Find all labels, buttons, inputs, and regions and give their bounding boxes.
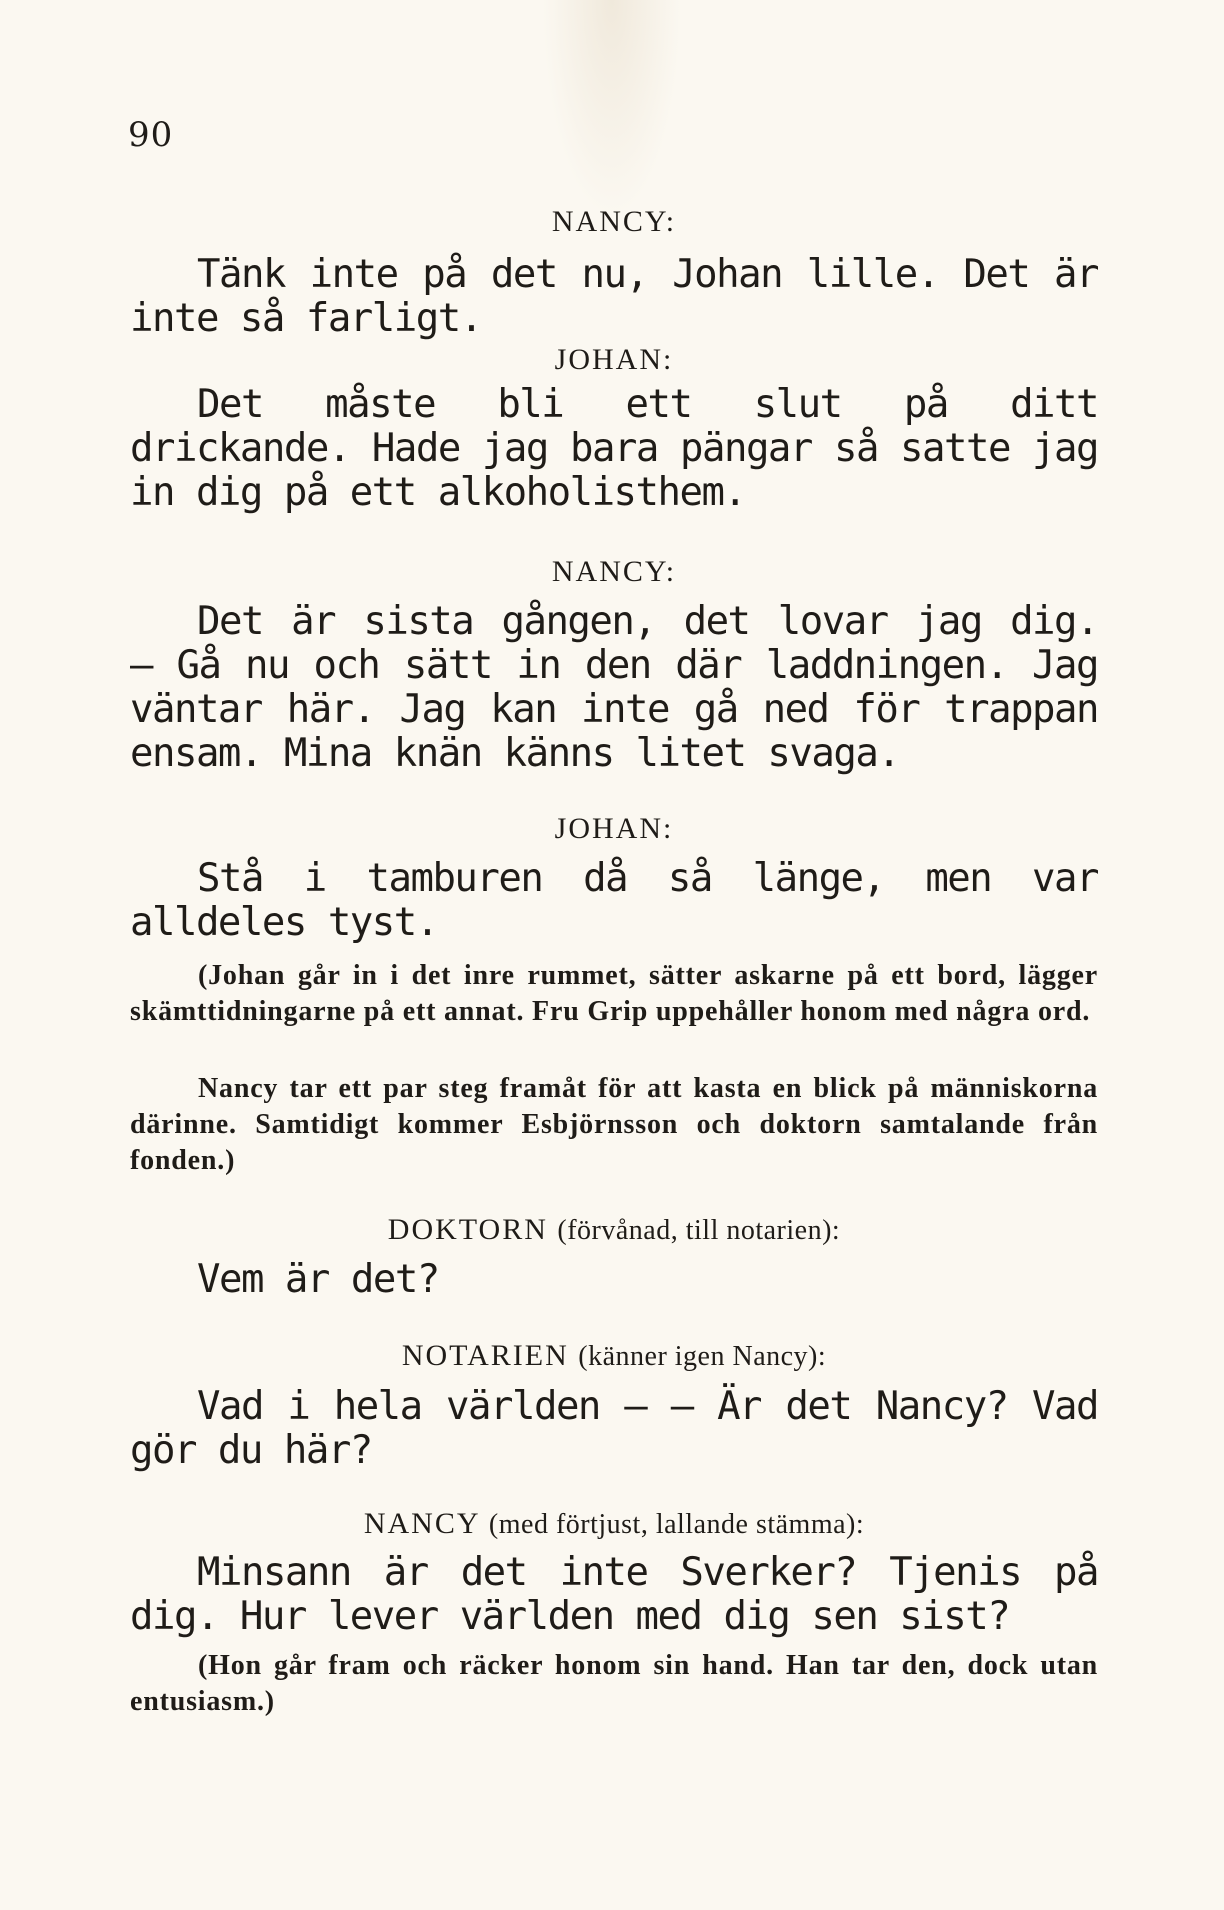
stage-direction: [130, 1071, 1098, 1179]
dialogue-text: [130, 1551, 1098, 1639]
dialogue-text: [130, 1258, 1098, 1302]
dialogue-text: [130, 600, 1098, 776]
stage-direction-text: (Hon går fram och räcker honom sin hand. Han tar den, dock utan entusiasm.): [130, 1650, 1098, 1717]
stage-direction-text: (Johan går in i det inre rummet, sätter askarne på ett bord, lägger skämttidningarne på ett annat. Fru Grip uppehåller honom med några ord.: [130, 960, 1098, 1027]
speaker-line: [130, 1339, 1098, 1373]
dialogue-block: [130, 1507, 1098, 1541]
dialogue-text: [130, 1385, 1098, 1473]
dialogue-block: [130, 343, 1098, 377]
speech-text: Det måste bli ett slut på ditt drickande. Hade jag bara pängar så satte jag in dig på ett alkoholisthem.: [130, 382, 1098, 515]
dialogue-block: [130, 555, 1098, 589]
dialogue-text: [130, 383, 1098, 515]
dialogue-text: [130, 857, 1098, 945]
speaker-direction: (med förtjust, lallande stämma):: [488, 1509, 865, 1540]
speech-text: Tänk inte på det nu, Johan lille. Det är inte så farligt.: [130, 252, 1098, 341]
speaker-name: NOTARIEN: [401, 1339, 569, 1372]
stage-direction: [130, 958, 1098, 1030]
speaker-direction: (känner igen Nancy):: [578, 1341, 827, 1372]
speaker-name: DOKTORN: [387, 1213, 548, 1246]
speaker-name: NANCY:: [551, 555, 677, 588]
dialogue-block: [130, 1213, 1098, 1247]
dialogue-text: [130, 253, 1098, 341]
speaker-name: JOHAN:: [554, 343, 674, 376]
dialogue-block: [130, 812, 1098, 846]
page-number: 90: [128, 115, 174, 155]
speaker-direction: (förvånad, till notarien):: [557, 1215, 841, 1246]
speaker-line: [130, 1213, 1098, 1247]
speaker-name: JOHAN:: [554, 812, 674, 845]
dialogue-block: [130, 1339, 1098, 1373]
speech-text: Vem är det?: [197, 1257, 439, 1302]
speech-text: Vad i hela världen — — Är det Nancy? Vad gör du här?: [130, 1384, 1098, 1473]
speech-text: Det är sista gången, det lovar jag dig. — Gå nu och sätt in den där laddningen. Jag väntar här. Jag kan inte gå ned för trappan ensam. Mina knän känns litet svaga.: [130, 599, 1098, 776]
stage-direction-text: Nancy tar ett par steg framåt för att kasta en blick på människorna därinne. Samtidigt kommer Esbjörnsson och doktorn samtalande från fonden.): [130, 1073, 1098, 1176]
speaker-name: NANCY: [363, 1507, 480, 1540]
stage-direction: [130, 1648, 1098, 1720]
speaker-line: [130, 1507, 1098, 1541]
speech-text: Stå i tamburen då så länge, men var alldeles tyst.: [130, 856, 1098, 945]
dialogue-block: [130, 205, 1098, 239]
speaker-name: NANCY:: [551, 205, 677, 238]
speech-text: Minsann är det inte Sverker? Tjenis på dig. Hur lever världen med dig sen sist?: [130, 1550, 1098, 1639]
